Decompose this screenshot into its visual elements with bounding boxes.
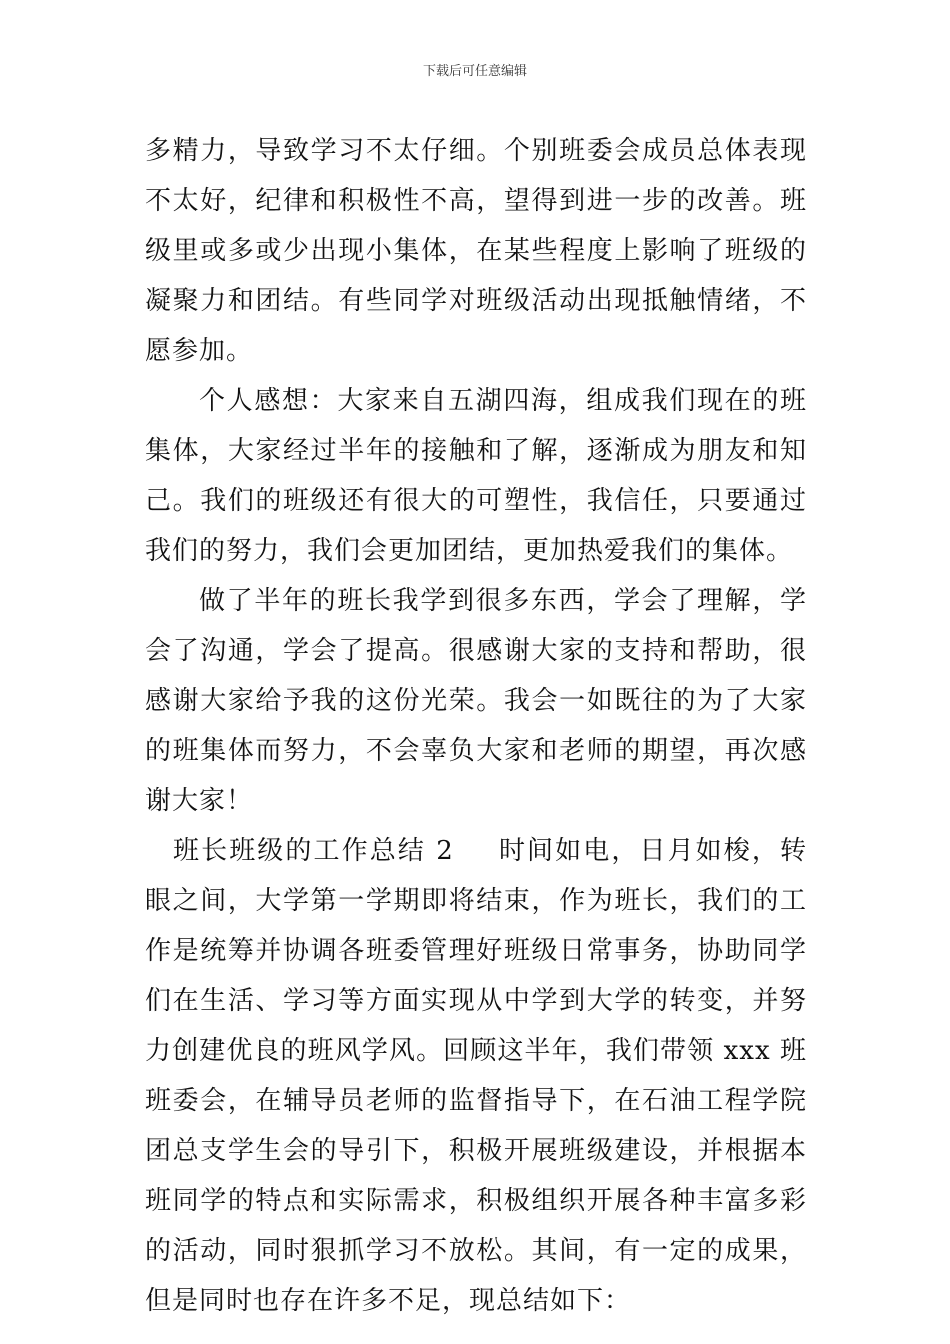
section-title: 班长班级的工作总结 2 xyxy=(173,836,454,866)
paragraph-gratitude: 做了半年的班长我学到很多东西，学会了理解，学会了沟通，学会了提高。很感谢大家的支持和帮助，很感谢大家给予我的这份光荣。我会一如既往的为了大家的班集体而努力，不会辜负大家和老师的期望，再次感谢大家！ xyxy=(145,586,807,816)
document-body xyxy=(145,126,807,1326)
page-header: 下载后可任意编辑 xyxy=(422,64,527,79)
paragraph-summary-2 xyxy=(145,826,807,1326)
paragraph-shortcomings: 多精力，导致学习不太仔细。个别班委会成员总体表现不太好，纪律和积极性不高，望得到进一步的改善。班级里或多或少出现小集体，在某些程度上影响了班级的凝聚力和团结。有些同学对班级活动出现抵触情绪，不愿参加。 xyxy=(145,136,807,366)
paragraph-personal-thoughts: 个人感想：大家来自五湖四海，组成我们现在的班集体，大家经过半年的接触和了解，逐渐成为朋友和知己。我们的班级还有很大的可塑性，我信任，只要通过我们的努力，我们会更加团结，更加热爱我们的集体。 xyxy=(145,386,807,566)
section-body: 时间如电，日月如梭，转眼之间，大学第一学期即将结束，作为班长，我们的工作是统筹并协调各班委管理好班级日常事务，协助同学们在生活、学习等方面实现从中学到大学的转变，并努力创建优良的班风学风。回顾这半年，我们带领 xxx 班班委会，在辅导员老师的监督指导下，在石油工程学院团总支学生会的导引下，积极开展班级建设，并根据本班同学的特点和实际需求，积极组织开展各种丰富多彩的活动，同时狠抓学习不放松。其间，有一定的成果，但是同时也存在许多不足，现总结如下： xyxy=(145,836,807,1316)
